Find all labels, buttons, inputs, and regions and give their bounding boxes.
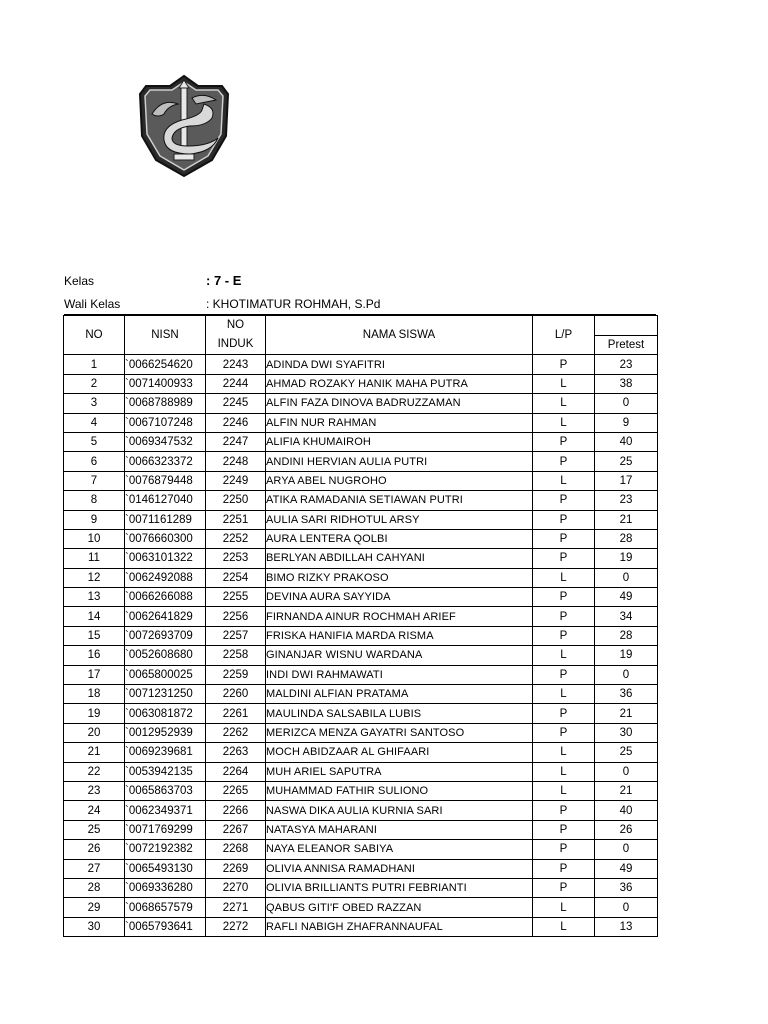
cell-pretest: 0: [595, 394, 658, 413]
cell-lp: L: [533, 917, 595, 936]
cell-lp: L: [533, 781, 595, 800]
cell-pretest: 34: [595, 607, 658, 626]
cell-pretest: 36: [595, 685, 658, 704]
cell-lp: P: [533, 529, 595, 548]
cell-nama-siswa: ALFIN FAZA DINOVA BADRUZZAMAN: [266, 394, 533, 413]
cell-no: 25: [64, 820, 125, 839]
cell-no-induk: 2253: [206, 549, 266, 568]
cell-lp: P: [533, 723, 595, 742]
cell-nisn: `0065493130: [125, 859, 206, 878]
cell-pretest: 19: [595, 646, 658, 665]
cell-no: 19: [64, 704, 125, 723]
cell-no: 5: [64, 432, 125, 451]
table-row: [64, 510, 658, 529]
cell-nisn: `0146127040: [125, 491, 206, 510]
cell-no-induk: 2264: [206, 762, 266, 781]
cell-nama-siswa: BIMO RIZKY PRAKOSO: [266, 568, 533, 587]
kelas-label: Kelas: [64, 274, 95, 288]
table-row: [64, 801, 658, 820]
table-row: [64, 665, 658, 684]
cell-nama-siswa: MUHAMMAD FATHIR SULIONO: [266, 781, 533, 800]
table-row: [64, 898, 658, 917]
cell-no: 24: [64, 801, 125, 820]
cell-lp: P: [533, 452, 595, 471]
cell-lp: P: [533, 704, 595, 723]
table-row: [64, 549, 658, 568]
cell-pretest: 0: [595, 665, 658, 684]
cell-no-induk: 2243: [206, 355, 266, 374]
cell-pretest: 19: [595, 549, 658, 568]
table-row: [64, 820, 658, 839]
cell-no: 29: [64, 898, 125, 917]
table-row: [64, 471, 658, 490]
cell-nama-siswa: NATASYA MAHARANI: [266, 820, 533, 839]
student-table: [63, 315, 658, 937]
kelas-value: : 7 - E: [206, 273, 242, 288]
cell-pretest: 49: [595, 859, 658, 878]
cell-pretest: 40: [595, 801, 658, 820]
cell-lp: L: [533, 568, 595, 587]
table-row: [64, 626, 658, 645]
cell-no: 20: [64, 723, 125, 742]
cell-nisn: `0062641829: [125, 607, 206, 626]
cell-no: 16: [64, 646, 125, 665]
table-row: [64, 704, 658, 723]
cell-nisn: `0071400933: [125, 374, 206, 393]
cell-lp: L: [533, 374, 595, 393]
cell-lp: L: [533, 394, 595, 413]
cell-nisn: `0069239681: [125, 743, 206, 762]
cell-nisn: `0066323372: [125, 452, 206, 471]
cell-no: 2: [64, 374, 125, 393]
cell-nisn: `0065800025: [125, 665, 206, 684]
table-row: [64, 432, 658, 451]
cell-nisn: `0053942135: [125, 762, 206, 781]
cell-pretest: 30: [595, 723, 658, 742]
table-row: [64, 588, 658, 607]
cell-nama-siswa: ANDINI HERVIAN AULIA PUTRI: [266, 452, 533, 471]
cell-lp: P: [533, 626, 595, 645]
cell-nama-siswa: BERLYAN ABDILLAH CAHYANI: [266, 549, 533, 568]
cell-nisn: `0072192382: [125, 840, 206, 859]
table-row: [64, 491, 658, 510]
cell-lp: P: [533, 355, 595, 374]
cell-nisn: `0066254620: [125, 355, 206, 374]
cell-pretest: 0: [595, 762, 658, 781]
cell-nama-siswa: QABUS GITI'F OBED RAZZAN: [266, 898, 533, 917]
cell-nisn: `0065863703: [125, 781, 206, 800]
table-body: [64, 355, 658, 937]
cell-pretest: 40: [595, 432, 658, 451]
table-row: [64, 355, 658, 374]
cell-pretest: 25: [595, 452, 658, 471]
cell-nama-siswa: RAFLI NABIGH ZHAFRANNAUFAL: [266, 917, 533, 936]
table-row: [64, 607, 658, 626]
cell-pretest: 0: [595, 568, 658, 587]
cell-lp: P: [533, 878, 595, 897]
cell-no-induk: 2255: [206, 588, 266, 607]
table-row: [64, 413, 658, 432]
cell-nama-siswa: AURA LENTERA QOLBI: [266, 529, 533, 548]
cell-nisn: `0069336280: [125, 878, 206, 897]
cell-no: 9: [64, 510, 125, 529]
cell-nama-siswa: ARYA ABEL NUGROHO: [266, 471, 533, 490]
cell-no-induk: 2261: [206, 704, 266, 723]
cell-no-induk: 2257: [206, 626, 266, 645]
cell-no-induk: 2245: [206, 394, 266, 413]
cell-nama-siswa: GINANJAR WISNU WARDANA: [266, 646, 533, 665]
cell-pretest: 26: [595, 820, 658, 839]
cell-no-induk: 2252: [206, 529, 266, 548]
cell-no-induk: 2269: [206, 859, 266, 878]
cell-lp: L: [533, 413, 595, 432]
cell-pretest: 23: [595, 491, 658, 510]
cell-no: 3: [64, 394, 125, 413]
cell-no: 21: [64, 743, 125, 762]
header-lp: L/P: [533, 316, 595, 355]
cell-nisn: `0071769299: [125, 820, 206, 839]
cell-lp: L: [533, 762, 595, 781]
cell-no-induk: 2250: [206, 491, 266, 510]
cell-pretest: 23: [595, 355, 658, 374]
cell-no: 22: [64, 762, 125, 781]
header-no-induk-line2: INDUK: [217, 338, 254, 351]
cell-nama-siswa: DEVINA AURA SAYYIDA: [266, 588, 533, 607]
cell-no: 30: [64, 917, 125, 936]
header-nisn: NISN: [125, 316, 206, 355]
cell-nisn: `0068657579: [125, 898, 206, 917]
cell-no: 10: [64, 529, 125, 548]
header-no-induk: [206, 316, 266, 355]
cell-no-induk: 2258: [206, 646, 266, 665]
cell-no-induk: 2271: [206, 898, 266, 917]
cell-lp: P: [533, 491, 595, 510]
cell-no: 13: [64, 588, 125, 607]
cell-no-induk: 2260: [206, 685, 266, 704]
header-no: NO: [64, 316, 125, 355]
cell-pretest: 17: [595, 471, 658, 490]
cell-no: 27: [64, 859, 125, 878]
cell-no-induk: 2263: [206, 743, 266, 762]
cell-no: 18: [64, 685, 125, 704]
cell-nama-siswa: AULIA SARI RIDHOTUL ARSY: [266, 510, 533, 529]
cell-lp: P: [533, 607, 595, 626]
cell-pretest: 0: [595, 898, 658, 917]
cell-no-induk: 2272: [206, 917, 266, 936]
wali-kelas-label: Wali Kelas: [64, 297, 121, 311]
header-nama-siswa: NAMA SISWA: [266, 316, 533, 355]
cell-lp: L: [533, 898, 595, 917]
header-pretest-group: [595, 316, 658, 336]
cell-no-induk: 2262: [206, 723, 266, 742]
cell-no-induk: 2266: [206, 801, 266, 820]
table-row: [64, 723, 658, 742]
cell-lp: P: [533, 588, 595, 607]
cell-pretest: 38: [595, 374, 658, 393]
cell-no: 8: [64, 491, 125, 510]
cell-pretest: 0: [595, 840, 658, 859]
header-no-induk-line1: NO: [226, 319, 245, 332]
cell-no: 11: [64, 549, 125, 568]
cell-no-induk: 2265: [206, 781, 266, 800]
cell-nisn: `0067107248: [125, 413, 206, 432]
cell-no: 14: [64, 607, 125, 626]
cell-no: 23: [64, 781, 125, 800]
cell-nama-siswa: ALIFIA KHUMAIROH: [266, 432, 533, 451]
header-pretest: Pretest: [595, 336, 658, 355]
cell-nisn: `0063101322: [125, 549, 206, 568]
cell-no-induk: 2270: [206, 878, 266, 897]
cell-lp: P: [533, 665, 595, 684]
table-row: [64, 568, 658, 587]
table-row: [64, 917, 658, 936]
cell-pretest: 28: [595, 626, 658, 645]
cell-pretest: 49: [595, 588, 658, 607]
cell-nama-siswa: MERIZCA MENZA GAYATRI SANTOSO: [266, 723, 533, 742]
cell-lp: L: [533, 646, 595, 665]
cell-nama-siswa: MALDINI ALFIAN PRATAMA: [266, 685, 533, 704]
cell-no-induk: 2246: [206, 413, 266, 432]
cell-pretest: 21: [595, 510, 658, 529]
cell-lp: L: [533, 743, 595, 762]
cell-nisn: `0066266088: [125, 588, 206, 607]
cell-nisn: `0072693709: [125, 626, 206, 645]
cell-nama-siswa: AHMAD ROZAKY HANIK MAHA PUTRA: [266, 374, 533, 393]
cell-lp: P: [533, 840, 595, 859]
cell-no-induk: 2251: [206, 510, 266, 529]
cell-no-induk: 2268: [206, 840, 266, 859]
cell-pretest: 21: [595, 704, 658, 723]
cell-nisn: `0069347532: [125, 432, 206, 451]
cell-nama-siswa: ATIKA RAMADANIA SETIAWAN PUTRI: [266, 491, 533, 510]
cell-nisn: `0068788989: [125, 394, 206, 413]
cell-pretest: 25: [595, 743, 658, 762]
cell-nama-siswa: OLIVIA BRILLIANTS PUTRI FEBRIANTI: [266, 878, 533, 897]
cell-nisn: `0062492088: [125, 568, 206, 587]
cell-no-induk: 2249: [206, 471, 266, 490]
cell-no: 12: [64, 568, 125, 587]
cell-nisn: `0063081872: [125, 704, 206, 723]
cell-nama-siswa: ADINDA DWI SYAFITRI: [266, 355, 533, 374]
table-row: [64, 394, 658, 413]
table-row: [64, 878, 658, 897]
cell-lp: P: [533, 510, 595, 529]
cell-lp: P: [533, 801, 595, 820]
cell-lp: L: [533, 471, 595, 490]
cell-nisn: `0076660300: [125, 529, 206, 548]
table-row: [64, 781, 658, 800]
cell-no: 17: [64, 665, 125, 684]
table-row: [64, 743, 658, 762]
cell-lp: P: [533, 820, 595, 839]
cell-pretest: 28: [595, 529, 658, 548]
cell-nama-siswa: NASWA DIKA AULIA KURNIA SARI: [266, 801, 533, 820]
wali-kelas-value: : KHOTIMATUR ROHMAH, S.Pd: [206, 297, 381, 311]
table-row: [64, 646, 658, 665]
cell-nama-siswa: FIRNANDA AINUR ROCHMAH ARIEF: [266, 607, 533, 626]
cell-no: 4: [64, 413, 125, 432]
cell-pretest: 21: [595, 781, 658, 800]
table-row: [64, 762, 658, 781]
cell-nisn: `0076879448: [125, 471, 206, 490]
cell-lp: P: [533, 859, 595, 878]
cell-nama-siswa: ALFIN NUR RAHMAN: [266, 413, 533, 432]
table-row: [64, 529, 658, 548]
cell-pretest: 36: [595, 878, 658, 897]
cell-nisn: `0065793641: [125, 917, 206, 936]
cell-no-induk: 2256: [206, 607, 266, 626]
cell-nisn: `0071161289: [125, 510, 206, 529]
cell-no: 26: [64, 840, 125, 859]
cell-no: 1: [64, 355, 125, 374]
cell-no-induk: 2267: [206, 820, 266, 839]
cell-no-induk: 2247: [206, 432, 266, 451]
table-header-row: [64, 316, 658, 336]
cell-nama-siswa: MOCH ABIDZAAR AL GHIFAARI: [266, 743, 533, 762]
cell-lp: P: [533, 549, 595, 568]
table-row: [64, 859, 658, 878]
city-emblem-icon: [138, 74, 230, 178]
cell-lp: L: [533, 685, 595, 704]
cell-no-induk: 2259: [206, 665, 266, 684]
cell-nama-siswa: OLIVIA ANNISA RAMADHANI: [266, 859, 533, 878]
cell-no-induk: 2254: [206, 568, 266, 587]
cell-pretest: 9: [595, 413, 658, 432]
cell-no-induk: 2244: [206, 374, 266, 393]
cell-nama-siswa: MUH ARIEL SAPUTRA: [266, 762, 533, 781]
cell-nisn: `0012952939: [125, 723, 206, 742]
cell-nama-siswa: FRISKA HANIFIA MARDA RISMA: [266, 626, 533, 645]
cell-no: 7: [64, 471, 125, 490]
table-row: [64, 374, 658, 393]
cell-nisn: `0062349371: [125, 801, 206, 820]
cell-nama-siswa: MAULINDA SALSABILA LUBIS: [266, 704, 533, 723]
cell-nama-siswa: INDI DWI RAHMAWATI: [266, 665, 533, 684]
cell-nisn: `0071231250: [125, 685, 206, 704]
cell-pretest: 13: [595, 917, 658, 936]
cell-nama-siswa: NAYA ELEANOR SABIYA: [266, 840, 533, 859]
cell-no: 6: [64, 452, 125, 471]
table-row: [64, 452, 658, 471]
cell-no-induk: 2248: [206, 452, 266, 471]
cell-lp: P: [533, 432, 595, 451]
cell-no: 15: [64, 626, 125, 645]
table-row: [64, 840, 658, 859]
cell-no: 28: [64, 878, 125, 897]
table-row: [64, 685, 658, 704]
cell-nisn: `0052608680: [125, 646, 206, 665]
